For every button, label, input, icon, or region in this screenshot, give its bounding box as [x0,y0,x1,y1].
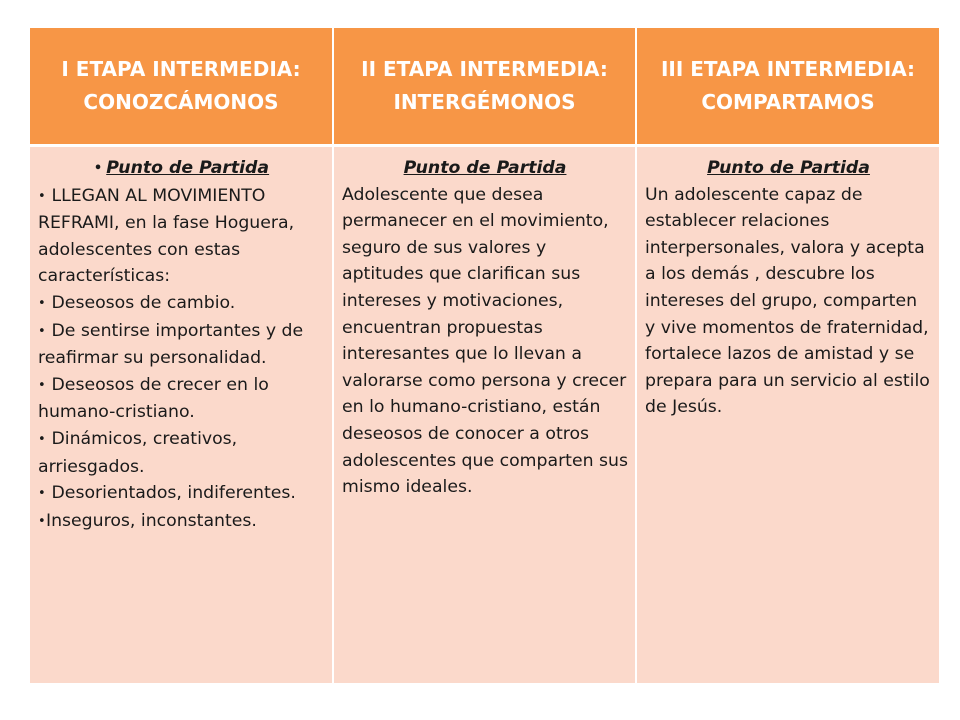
cell-stage-3 [636,146,939,684]
header-stage-2: II ETAPA INTERMEDIA: INTERGÉMONOS [333,28,636,146]
list-item-text: Deseosos de cambio. [51,292,236,313]
stage-2-text: Adolescente que desea permanecer en el movimiento, seguro de sus valores y aptitudes que clarifican sus intereses y motivaciones, encuentran propuestas interesantes que lo llevan a valorarse como persona y crecer en lo humano-cristiano, están deseosos de conocer a otros adolescentes que comparten sus mismo ideales. [342,184,628,498]
list-item [38,480,325,508]
list-item-text: Desorientados, indiferentes. [51,483,296,504]
bullet-icon: • [38,188,46,204]
bullet-icon: • [38,323,46,339]
stage-2-heading: Punto de Partida [403,158,567,178]
bullet-icon: • [38,431,46,447]
list-item [38,183,325,290]
list-item [38,508,325,536]
stage-1-heading: Punto de Partida [106,158,270,178]
list-item-text: LLEGAN AL MOVIMIENTO REFRAMI, en la fase Hoguera, adolescentes con estas características: [38,185,295,287]
stage-3-text: Un adolescente capaz de establecer relaciones interpersonales, valora y acepta a los demás , descubre los intereses del grupo, comparten y vive momentos de fraternidad, fortalece lazos de amistad y se prepara para un servicio al estilo de Jesús. [645,184,930,418]
stage-1-bullet-list [38,183,325,536]
stage-1-heading-line [38,155,325,183]
bullet-icon: • [38,486,46,502]
body-row [30,146,939,684]
stage-3-heading: Punto de Partida [707,158,870,178]
list-item [38,318,325,372]
header-stage-1: I ETAPA INTERMEDIA: CONOZCÁMONOS [30,28,333,146]
bullet-icon: • [93,161,103,176]
stages-table [30,28,939,683]
list-item [38,372,325,426]
list-item [38,426,325,480]
cell-stage-2 [333,146,636,684]
list-item [38,290,325,318]
list-item-text: De sentirse importantes y de reafirmar su personalidad. [38,320,304,369]
bullet-icon: • [38,377,46,393]
list-item-text: Dinámicos, creativos, arriesgados. [38,428,238,477]
header-row [30,28,939,146]
bullet-icon: • [38,295,46,311]
list-item-text: Deseosos de crecer en lo humano-cristiano. [38,374,269,423]
cell-stage-1 [30,146,333,684]
bullet-icon: • [38,513,46,529]
header-stage-3: III ETAPA INTERMEDIA: COMPARTAMOS [636,28,939,146]
list-item-text: Inseguros, inconstantes. [46,510,257,531]
